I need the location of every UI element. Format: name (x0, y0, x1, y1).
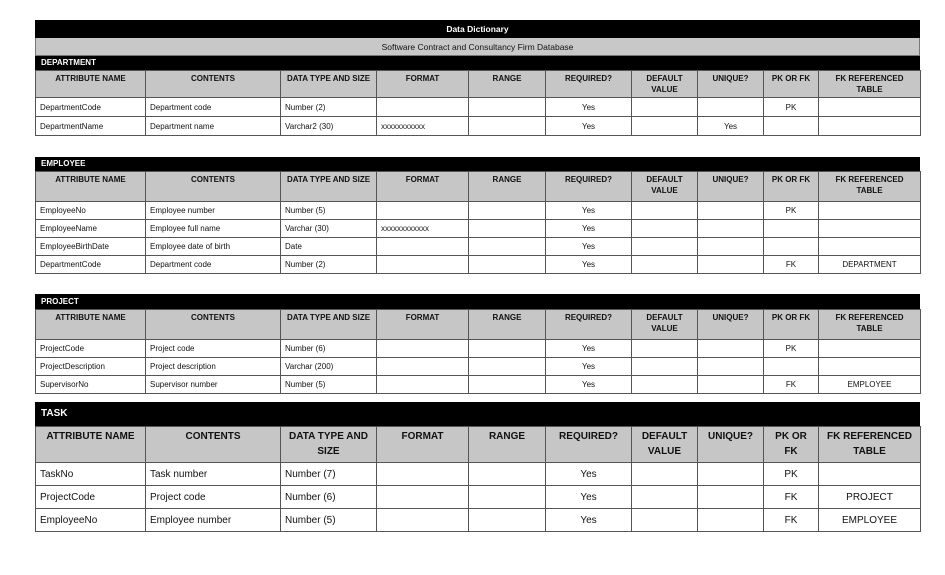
column-header: PK OR FK (764, 427, 819, 463)
table-cell (632, 358, 698, 376)
table-cell (632, 256, 698, 274)
table-cell (632, 220, 698, 238)
table-cell (469, 117, 546, 136)
table-cell (377, 358, 469, 376)
column-header: DATA TYPE AND SIZE (281, 71, 377, 98)
table-row (36, 238, 921, 256)
header-row (36, 71, 921, 98)
table-cell (469, 256, 546, 274)
table-cell: EmployeeNo (36, 202, 146, 220)
column-header: RANGE (469, 172, 546, 202)
column-header: CONTENTS (146, 310, 281, 340)
column-header: PK OR FK (764, 71, 819, 98)
table-cell (819, 238, 921, 256)
table-cell: Number (2) (281, 256, 377, 274)
table-cell: Yes (546, 256, 632, 274)
table-cell: Yes (546, 220, 632, 238)
table-cell: FK (764, 376, 819, 394)
column-header: RANGE (469, 310, 546, 340)
table-row (36, 358, 921, 376)
column-header: UNIQUE? (698, 172, 764, 202)
table-cell (469, 238, 546, 256)
table-cell (632, 340, 698, 358)
table-cell: Employee full name (146, 220, 281, 238)
header-row (36, 427, 921, 463)
table-cell: PK (764, 202, 819, 220)
table-row (36, 117, 921, 136)
column-header: CONTENTS (146, 427, 281, 463)
table-cell (819, 117, 921, 136)
table-cell (469, 202, 546, 220)
column-header: REQUIRED? (546, 172, 632, 202)
column-header: UNIQUE? (698, 71, 764, 98)
column-header: DEFAULT VALUE (632, 427, 698, 463)
table-cell: FK (764, 509, 819, 532)
column-header: FK REFERENCED TABLE (819, 427, 921, 463)
section-project (35, 294, 920, 394)
table-row (36, 376, 921, 394)
table-cell: Yes (546, 376, 632, 394)
table-cell: DepartmentCode (36, 256, 146, 274)
table-cell: Number (5) (281, 202, 377, 220)
table-cell (819, 463, 921, 486)
table-cell: Project description (146, 358, 281, 376)
table-cell (819, 220, 921, 238)
table-cell: Number (2) (281, 98, 377, 117)
section-department (35, 56, 920, 136)
table-cell (469, 220, 546, 238)
table-cell: ProjectDescription (36, 358, 146, 376)
table-cell (819, 98, 921, 117)
column-header: FORMAT (377, 172, 469, 202)
table-row (36, 509, 921, 532)
table-cell: ProjectCode (36, 486, 146, 509)
table-cell (377, 376, 469, 394)
table-row (36, 98, 921, 117)
table-cell (469, 340, 546, 358)
table-row (36, 202, 921, 220)
table-cell (377, 256, 469, 274)
table-cell (632, 98, 698, 117)
table-cell: PK (764, 463, 819, 486)
table-cell: Yes (546, 340, 632, 358)
column-header: DEFAULT VALUE (632, 71, 698, 98)
table-cell: TaskNo (36, 463, 146, 486)
column-header: PK OR FK (764, 310, 819, 340)
table-cell (698, 202, 764, 220)
table-cell (632, 486, 698, 509)
column-header: FORMAT (377, 427, 469, 463)
table-cell (469, 486, 546, 509)
table-cell: EMPLOYEE (819, 376, 921, 394)
table-cell: SupervisorNo (36, 376, 146, 394)
column-header: UNIQUE? (698, 310, 764, 340)
column-header: PK OR FK (764, 172, 819, 202)
attribute-table (35, 426, 921, 532)
table-cell: Varchar (200) (281, 358, 377, 376)
table-cell (469, 463, 546, 486)
table-cell: Yes (546, 117, 632, 136)
attribute-table (35, 309, 921, 394)
table-cell: Number (5) (281, 509, 377, 532)
table-cell: FK (764, 256, 819, 274)
table-cell (632, 117, 698, 136)
column-header: DEFAULT VALUE (632, 172, 698, 202)
table-cell: Department code (146, 256, 281, 274)
column-header: ATTRIBUTE NAME (36, 427, 146, 463)
column-header: FORMAT (377, 71, 469, 98)
table-cell (469, 509, 546, 532)
table-row (36, 220, 921, 238)
column-header: FORMAT (377, 310, 469, 340)
table-cell (819, 202, 921, 220)
table-cell (377, 463, 469, 486)
table-cell: ProjectCode (36, 340, 146, 358)
table-cell (632, 376, 698, 394)
table-cell: Varchar2 (30) (281, 117, 377, 136)
column-header: FK REFERENCED TABLE (819, 310, 921, 340)
attribute-table (35, 70, 921, 136)
table-cell (698, 220, 764, 238)
table-cell (377, 340, 469, 358)
column-header: REQUIRED? (546, 310, 632, 340)
table-cell: Yes (546, 509, 632, 532)
table-cell: Department code (146, 98, 281, 117)
table-cell (698, 509, 764, 532)
table-cell: Number (5) (281, 376, 377, 394)
table-cell: Task number (146, 463, 281, 486)
column-header: DATA TYPE AND SIZE (281, 310, 377, 340)
table-cell: Yes (698, 117, 764, 136)
table-cell: Date (281, 238, 377, 256)
column-header: CONTENTS (146, 71, 281, 98)
document-subtitle: Software Contract and Consultancy Firm Database (35, 38, 920, 56)
section-heading: PROJECT (35, 294, 920, 309)
table-cell (377, 98, 469, 117)
table-cell: EmployeeBirthDate (36, 238, 146, 256)
table-cell (698, 358, 764, 376)
table-cell: DepartmentCode (36, 98, 146, 117)
table-cell (698, 340, 764, 358)
section-heading: EMPLOYEE (35, 157, 920, 171)
table-cell (377, 202, 469, 220)
table-cell: Department name (146, 117, 281, 136)
table-cell: FK (764, 486, 819, 509)
column-header: ATTRIBUTE NAME (36, 172, 146, 202)
column-header: DATA TYPE AND SIZE (281, 427, 377, 463)
table-cell (632, 509, 698, 532)
table-cell: Number (7) (281, 463, 377, 486)
column-header: DEFAULT VALUE (632, 310, 698, 340)
table-row (36, 340, 921, 358)
table-cell (632, 463, 698, 486)
table-cell: Yes (546, 463, 632, 486)
table-cell (632, 202, 698, 220)
table-cell (698, 238, 764, 256)
table-cell (469, 358, 546, 376)
column-header: UNIQUE? (698, 427, 764, 463)
table-cell: Employee date of birth (146, 238, 281, 256)
table-cell: Yes (546, 238, 632, 256)
table-cell (764, 220, 819, 238)
table-cell: Project code (146, 340, 281, 358)
table-cell (698, 486, 764, 509)
table-row (36, 256, 921, 274)
section-heading: DEPARTMENT (35, 56, 920, 70)
header-row (36, 172, 921, 202)
table-cell: Number (6) (281, 340, 377, 358)
table-cell (377, 509, 469, 532)
table-cell (698, 376, 764, 394)
table-cell: EmployeeName (36, 220, 146, 238)
column-header: ATTRIBUTE NAME (36, 71, 146, 98)
document-title: Data Dictionary (35, 20, 920, 38)
section-employee (35, 157, 920, 274)
column-header: FK REFERENCED TABLE (819, 172, 921, 202)
column-header: FK REFERENCED TABLE (819, 71, 921, 98)
column-header: REQUIRED? (546, 71, 632, 98)
table-cell (632, 238, 698, 256)
table-cell (764, 238, 819, 256)
table-row (36, 463, 921, 486)
column-header: RANGE (469, 71, 546, 98)
table-cell: Employee number (146, 509, 281, 532)
table-cell: PROJECT (819, 486, 921, 509)
table-cell (698, 98, 764, 117)
table-cell: DepartmentName (36, 117, 146, 136)
table-cell (819, 358, 921, 376)
table-cell: Varchar (30) (281, 220, 377, 238)
table-cell (377, 238, 469, 256)
table-cell (377, 486, 469, 509)
section-heading: TASK (35, 402, 920, 426)
table-cell: Number (6) (281, 486, 377, 509)
table-cell: EMPLOYEE (819, 509, 921, 532)
header-row (36, 310, 921, 340)
column-header: REQUIRED? (546, 427, 632, 463)
column-header: CONTENTS (146, 172, 281, 202)
table-cell: Yes (546, 358, 632, 376)
column-header: ATTRIBUTE NAME (36, 310, 146, 340)
table-cell (764, 358, 819, 376)
table-cell (469, 98, 546, 117)
table-cell: Project code (146, 486, 281, 509)
table-cell: EmployeeNo (36, 509, 146, 532)
table-cell: DEPARTMENT (819, 256, 921, 274)
column-header: RANGE (469, 427, 546, 463)
table-cell (764, 117, 819, 136)
table-cell: Supervisor number (146, 376, 281, 394)
table-cell: PK (764, 340, 819, 358)
table-cell (698, 463, 764, 486)
section-task (35, 402, 920, 532)
table-cell: xxxxxxxxxxxx (377, 220, 469, 238)
table-cell: Yes (546, 202, 632, 220)
table-row (36, 486, 921, 509)
table-cell (698, 256, 764, 274)
table-cell (819, 340, 921, 358)
column-header: DATA TYPE AND SIZE (281, 172, 377, 202)
table-cell: xxxxxxxxxxx (377, 117, 469, 136)
table-cell: Yes (546, 98, 632, 117)
table-cell: Employee number (146, 202, 281, 220)
table-cell: PK (764, 98, 819, 117)
table-cell (469, 376, 546, 394)
attribute-table (35, 171, 921, 274)
table-cell: Yes (546, 486, 632, 509)
